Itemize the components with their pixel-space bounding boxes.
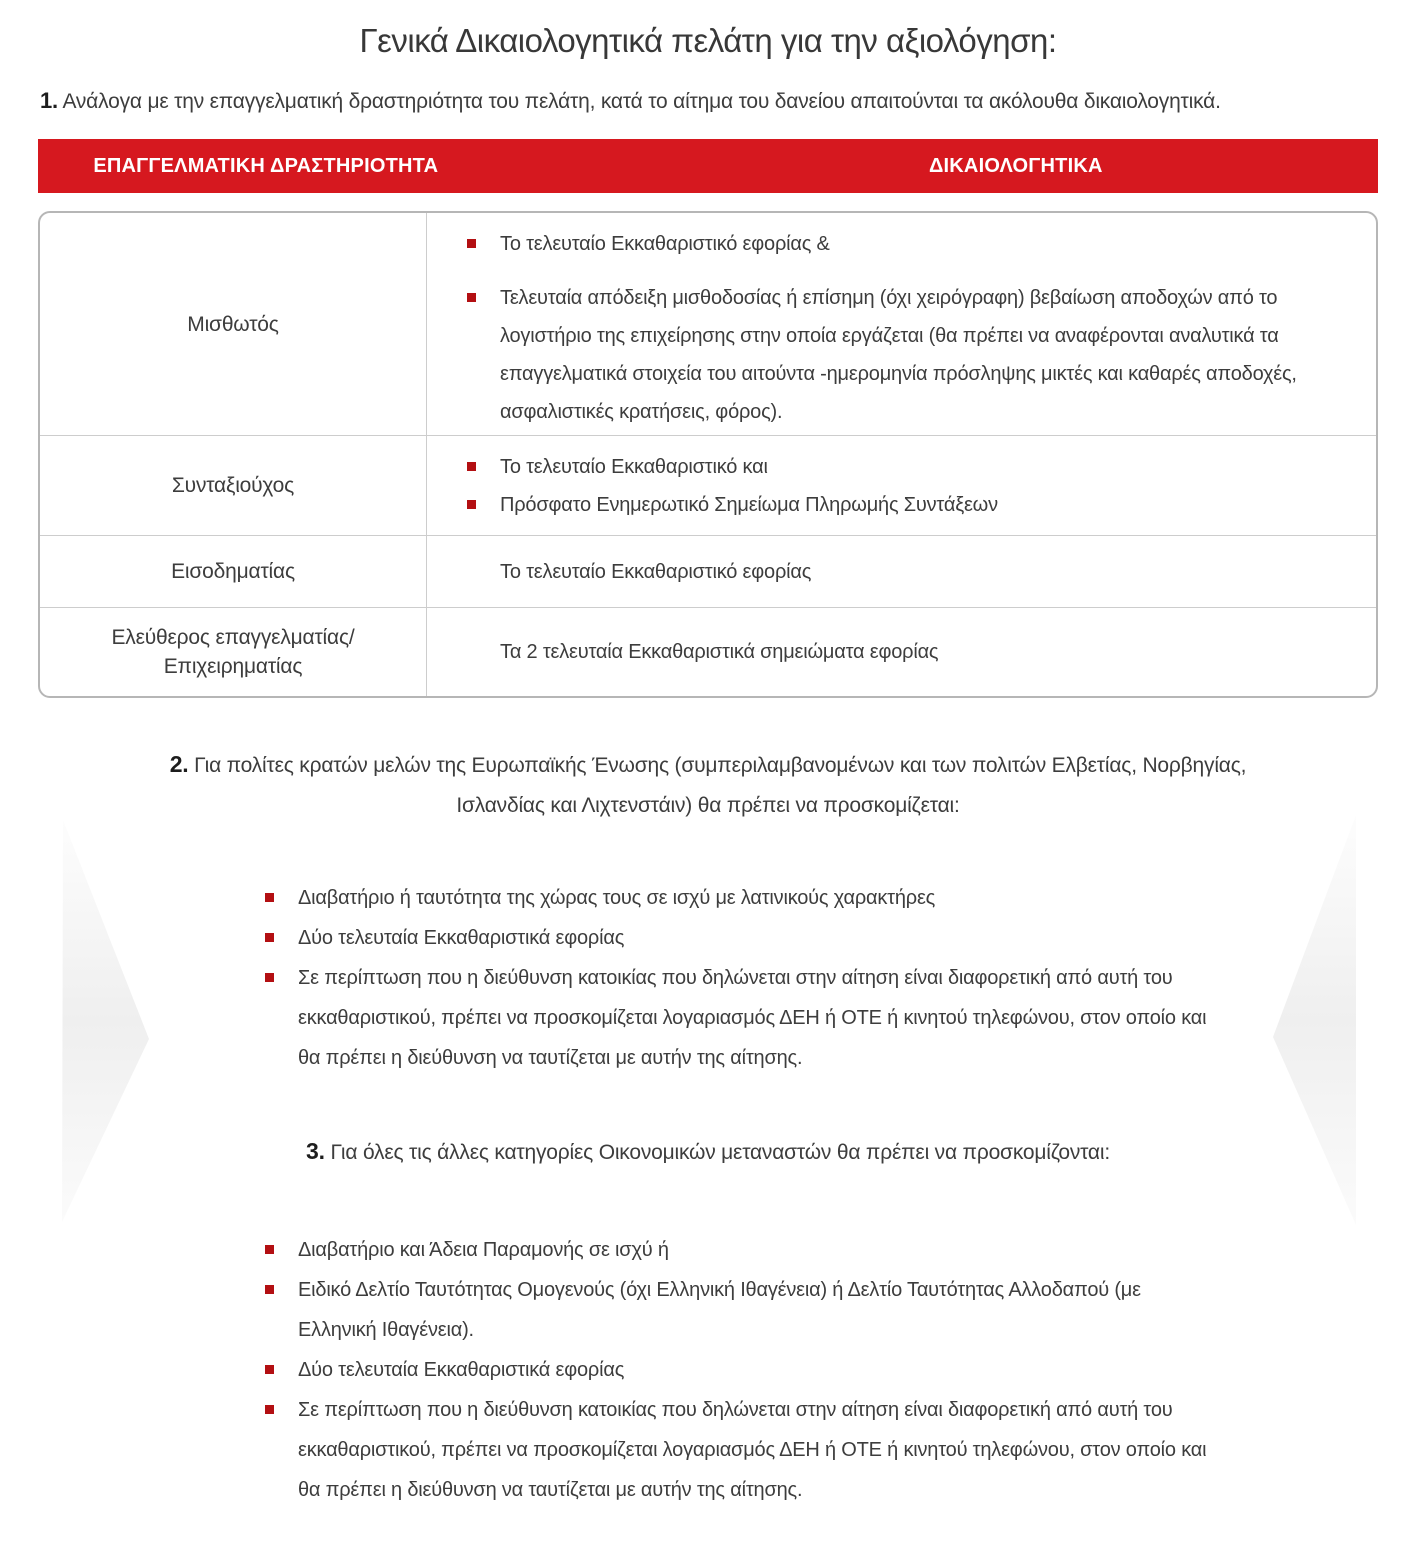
table-header [38, 139, 1378, 193]
doc-item [467, 553, 1328, 591]
intro-text: Ανάλογα με την επαγγελματική δραστηριότητα του πελάτη, κατά το αίτημα του δανείου απαιτούνται τα ακόλουθα δικαιολογητικά. [62, 90, 1221, 113]
bullet-square-icon [467, 500, 476, 509]
table-row [40, 535, 1376, 607]
bullet-square-icon [467, 239, 476, 248]
bullet-square-icon [265, 973, 274, 982]
doc-text: Τελευταία απόδειξη μισθοδοσίας ή επίσημη (όχι χειρόγραφη) βεβαίωση αποδοχών από το λογιστήριο της επιχείρησης στην οποία εργάζεται (θα πρέπει να αναφέρονται αναλυτικά τα επαγγελματικά στοιχεία του αιτούντα -ημερομηνία πρόσληψης μικτές και καθαρές αποδοχές, ασφαλιστικές κρατήσεις, φόρος). [500, 287, 1297, 423]
section-2-number: 2. [169, 751, 189, 777]
doc-item [467, 486, 1328, 524]
bullet-item [265, 1350, 1210, 1390]
doc-item [467, 448, 1328, 486]
bullet-square-icon [467, 462, 476, 471]
section-2-list [265, 878, 1210, 1078]
bullet-square-icon [265, 893, 274, 902]
table-row [40, 435, 1376, 535]
bullet-text: Σε περίπτωση που η διεύθυνση κατοικίας που δηλώνεται στην αίτηση είναι διαφορετική από αυτή του εκκαθαριστικού, πρέπει να προσκομίζεται λογαριασμός ΔΕΗ ή ΟΤΕ ή κινητού τηλεφώνου, στον οποίο και θα πρέπει η διεύθυνση να ταυτίζεται με αυτήν της αίτησης. [298, 967, 1207, 1069]
requirements-table [38, 211, 1378, 698]
section-3-text: Για όλες τις άλλες κατηγορίες Οικονομικών μεταναστών θα πρέπει να προσκομίζονται: [330, 1141, 1110, 1164]
docs-cell [427, 213, 1376, 435]
bullet-item [265, 1230, 1210, 1270]
activity-cell: Εισοδηματίας [40, 536, 427, 607]
bullet-text: Ειδικό Δελτίο Ταυτότητας Ομογενούς (όχι Ελληνική Ιθαγένεια) ή Δελτίο Ταυτότητας Αλλοδαπού (με Ελληνική Ιθαγένεια). [298, 1279, 1141, 1341]
docs-cell [427, 436, 1376, 535]
intro-paragraph [40, 86, 1378, 117]
section-3-list [265, 1230, 1210, 1510]
bullet-item [265, 878, 1210, 918]
doc-text: Τα 2 τελευταία Εκκαθαριστικά σημειώματα εφορίας [500, 641, 939, 663]
doc-text: Το τελευταίο Εκκαθαριστικό και [500, 455, 768, 478]
bullet-item [265, 958, 1210, 1078]
document-page [0, 22, 1416, 1510]
activity-cell: Μισθωτός [40, 213, 427, 435]
docs-cell [427, 608, 1376, 696]
bullet-text: Δύο τελευταία Εκκαθαριστικά εφορίας [298, 1359, 625, 1381]
doc-text: Το τελευταίο Εκκαθαριστικό εφορίας & [500, 233, 830, 255]
section-3-number: 3. [306, 1138, 325, 1164]
table-row [40, 607, 1376, 696]
activity-cell: Συνταξιούχος [40, 436, 427, 535]
bullet-item [265, 1270, 1210, 1350]
doc-item [467, 279, 1328, 431]
doc-text: Πρόσφατο Ενημερωτικό Σημείωμα Πληρωμής Συντάξεων [500, 493, 998, 516]
bullet-square-icon [265, 1245, 274, 1254]
bullet-text: Δύο τελευταία Εκκαθαριστικά εφορίας [298, 927, 625, 949]
bullet-square-icon [265, 933, 274, 942]
bullet-text: Διαβατήριο ή ταυτότητα της χώρας τους σε ισχύ με λατινικούς χαρακτήρες [298, 887, 936, 909]
docs-cell [427, 536, 1376, 607]
bullet-square-icon [265, 1405, 274, 1414]
doc-item [467, 225, 1328, 263]
bullet-square-icon [265, 1365, 274, 1374]
table-header-docs: ΔΙΚΑΙΟΛΟΓΗΤΙΚΑ [928, 154, 1103, 177]
doc-item [467, 633, 1328, 671]
activity-cell: Ελεύθερος επαγγελματίας/Επιχειρηματίας [40, 608, 427, 696]
intro-number: 1. [40, 88, 58, 113]
bullet-item [265, 918, 1210, 958]
bullet-square-icon [265, 1285, 274, 1294]
doc-text: Το τελευταίο Εκκαθαριστικό εφορίας [500, 560, 812, 583]
bullet-text: Σε περίπτωση που η διεύθυνση κατοικίας που δηλώνεται στην αίτηση είναι διαφορετική από αυτή του εκκαθαριστικού, πρέπει να προσκομίζεται λογαριασμός ΔΕΗ ή ΟΤΕ ή κινητού τηλεφώνου, στον οποίο και θα πρέπει η διεύθυνση να ταυτίζεται με αυτήν της αίτησης. [298, 1399, 1207, 1501]
section-2-heading [133, 744, 1283, 826]
section-3-heading [133, 1131, 1283, 1173]
table-row [40, 213, 1376, 435]
table-header-activity: ΕΠΑΓΓΕΛΜΑΤΙΚΗ ΔΡΑΣΤΗΡΙΟΤΗΤΑ [93, 154, 439, 177]
bullet-square-icon [467, 293, 476, 302]
bullet-text: Διαβατήριο και Άδεια Παραμονής σε ισχύ ή [298, 1239, 669, 1261]
section-2-text: Για πολίτες κρατών μελών της Ευρωπαϊκής Ένωσης (συμπεριλαμβανομένων και των πολιτών Ελβετίας, Νορβηγίας, Ισλανδίας και Λιχτενστάιν) θα πρέπει να προσκομίζεται: [194, 754, 1247, 817]
bullet-item [265, 1390, 1210, 1510]
page-title: Γενικά Δικαιολογητικά πελάτη για την αξιολόγηση: [359, 22, 1057, 59]
